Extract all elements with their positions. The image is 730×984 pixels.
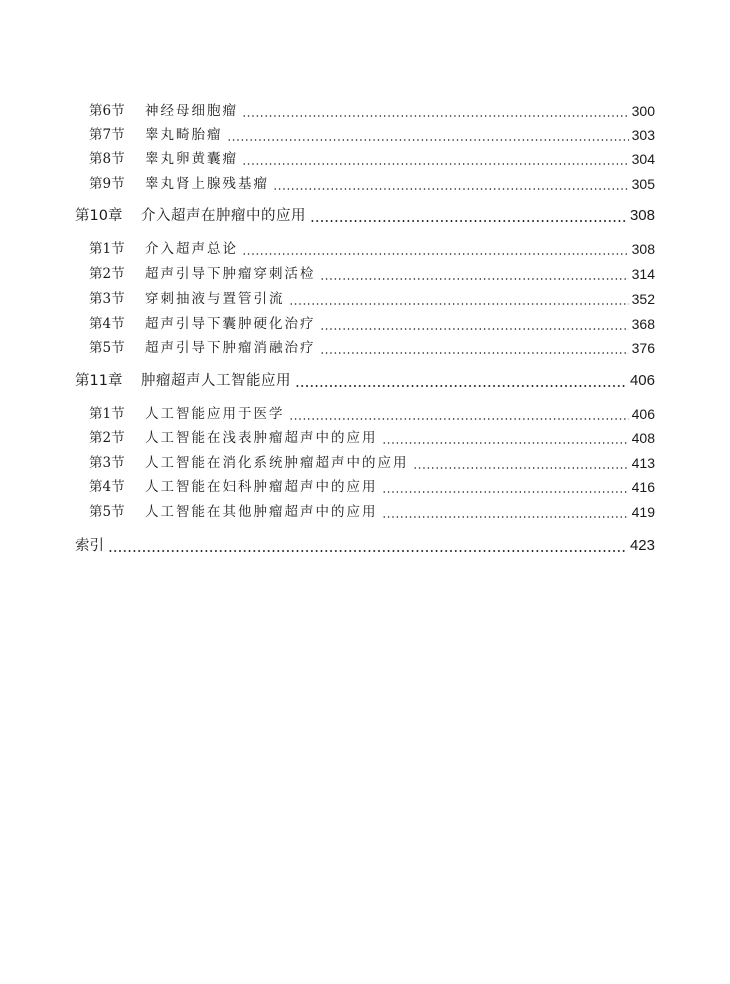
toc-section-row[interactable] xyxy=(89,452,655,474)
section-title: 人工智能应用于医学 xyxy=(145,406,285,422)
section-number: 第6节 xyxy=(89,103,125,119)
chapter-title: 介入超声在肿瘤中的应用 xyxy=(141,208,306,224)
dot-leader xyxy=(310,220,627,222)
page-number: 368 xyxy=(631,316,655,332)
dot-leader xyxy=(320,278,629,280)
section-number: 第3节 xyxy=(89,455,125,471)
section-title: 人工智能在消化系统肿瘤超声中的应用 xyxy=(145,455,409,471)
toc-section-row[interactable] xyxy=(89,238,655,260)
dot-leader xyxy=(320,352,629,354)
section-number: 第5节 xyxy=(89,340,125,356)
section-number: 第2节 xyxy=(89,266,125,282)
dot-leader xyxy=(289,303,629,305)
page-number: 352 xyxy=(631,291,655,307)
page-number: 423 xyxy=(629,537,655,554)
section-title: 神经母细胞瘤 xyxy=(145,103,238,119)
dot-leader xyxy=(320,328,629,330)
section-number: 第7节 xyxy=(89,127,125,143)
toc-section-row[interactable] xyxy=(89,403,655,425)
toc-index-row[interactable] xyxy=(75,535,655,557)
section-number: 第1节 xyxy=(89,406,125,422)
toc-chapter-row[interactable] xyxy=(75,370,655,392)
toc-section-row[interactable] xyxy=(89,427,655,449)
page-number: 303 xyxy=(631,127,655,143)
toc-section-row[interactable] xyxy=(89,337,655,359)
dot-leader xyxy=(382,491,629,493)
page-number: 314 xyxy=(631,266,655,282)
toc-section-row[interactable] xyxy=(89,313,655,335)
section-title: 介入超声总论 xyxy=(145,241,238,257)
dot-leader xyxy=(108,550,627,552)
toc-section-row[interactable] xyxy=(89,148,655,170)
toc-section-row[interactable] xyxy=(89,476,655,498)
toc-section-row[interactable] xyxy=(89,288,655,310)
toc-chapter-row[interactable] xyxy=(75,205,655,227)
page-number: 308 xyxy=(629,207,655,224)
section-number: 第9节 xyxy=(89,176,125,192)
section-title: 睾丸卵黄囊瘤 xyxy=(145,151,238,167)
chapter-number: 第11章 xyxy=(75,373,123,389)
dot-leader xyxy=(273,188,629,190)
page-number: 408 xyxy=(631,430,655,446)
chapter-title: 肿瘤超声人工智能应用 xyxy=(141,373,291,389)
toc-section-row[interactable] xyxy=(89,263,655,285)
index-title: 索引 xyxy=(75,538,104,554)
dot-leader xyxy=(242,253,629,255)
section-number: 第2节 xyxy=(89,430,125,446)
page-number: 406 xyxy=(629,372,655,389)
toc-section-row[interactable] xyxy=(89,100,655,122)
section-number: 第4节 xyxy=(89,479,125,495)
section-title: 人工智能在妇科肿瘤超声中的应用 xyxy=(145,479,378,495)
page-number: 416 xyxy=(631,479,655,495)
section-title: 人工智能在其他肿瘤超声中的应用 xyxy=(145,504,378,520)
page-number: 376 xyxy=(631,340,655,356)
dot-leader xyxy=(242,163,629,165)
dot-leader xyxy=(227,139,629,141)
toc-section-row[interactable] xyxy=(89,124,655,146)
dot-leader xyxy=(242,115,629,117)
page-number: 300 xyxy=(631,103,655,119)
page-number: 305 xyxy=(631,176,655,192)
page-number: 419 xyxy=(631,504,655,520)
dot-leader xyxy=(295,385,627,387)
page-number: 308 xyxy=(631,241,655,257)
toc-section-row[interactable] xyxy=(89,501,655,523)
section-title: 超声引导下肿瘤消融治疗 xyxy=(145,340,316,356)
section-title: 穿刺抽液与置管引流 xyxy=(145,291,285,307)
page-number: 304 xyxy=(631,151,655,167)
section-title: 超声引导下囊肿硬化治疗 xyxy=(145,316,316,332)
section-title: 超声引导下肿瘤穿刺活检 xyxy=(145,266,316,282)
dot-leader xyxy=(289,418,629,420)
section-number: 第1节 xyxy=(89,241,125,257)
page-number: 413 xyxy=(631,455,655,471)
dot-leader xyxy=(413,467,629,469)
dot-leader xyxy=(382,442,629,444)
section-title: 人工智能在浅表肿瘤超声中的应用 xyxy=(145,430,378,446)
section-number: 第5节 xyxy=(89,504,125,520)
section-number: 第8节 xyxy=(89,151,125,167)
toc-section-row[interactable] xyxy=(89,173,655,195)
section-title: 睾丸畸胎瘤 xyxy=(145,127,223,143)
page-number: 406 xyxy=(631,406,655,422)
section-title: 睾丸肾上腺残基瘤 xyxy=(145,176,269,192)
section-number: 第4节 xyxy=(89,316,125,332)
dot-leader xyxy=(382,516,629,518)
chapter-number: 第10章 xyxy=(75,208,123,224)
section-number: 第3节 xyxy=(89,291,125,307)
